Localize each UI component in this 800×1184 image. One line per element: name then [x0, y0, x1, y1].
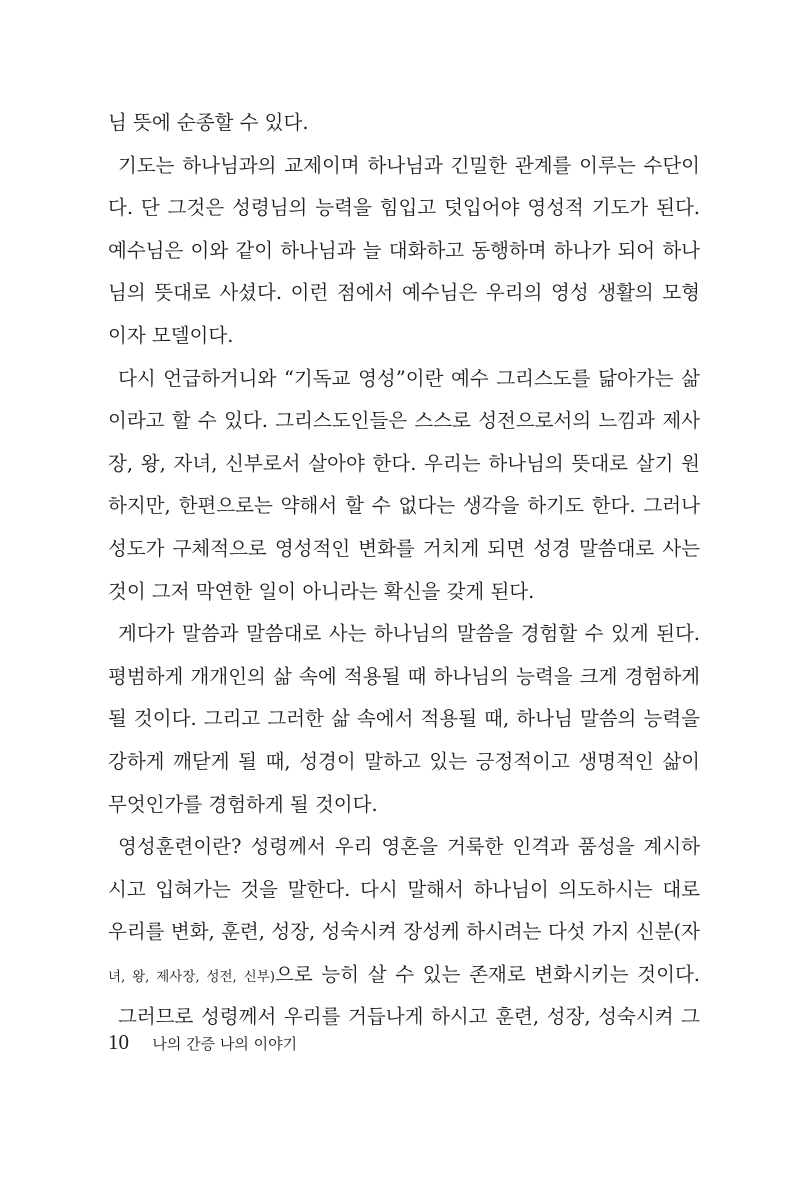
text-line: 님의 뜻대로 사셨다. 이런 점에서 예수님은 우리의 영성 생활의 모형: [108, 281, 700, 305]
text-line: 게다가 말씀과 말씀대로 사는 하나님의 말씀을 경험할 수 있게 된다.: [118, 622, 700, 646]
text-line: 것이 그저 막연한 일이 아니라는 확신을 갖게 된다.: [108, 579, 535, 603]
text-line: [108, 954, 700, 997]
text-line: 우리를 변화, 훈련, 성장, 성숙시켜 장성케 하시려는 다섯 가지 신분(자: [108, 920, 700, 944]
text-line: 장, 왕, 자녀, 신부로서 살아야 한다. 우리는 하나님의 뜻대로 살기 원: [108, 451, 700, 475]
parenthetical-note: 녀, 왕, 제사장, 성전, 신부): [108, 968, 275, 985]
text-line: 하지만, 한편으로는 약해서 할 수 없다는 생각을 하기도 한다. 그러나: [108, 494, 700, 518]
text-line: 기도는 하나님과의 교제이며 하나님과 긴밀한 관계를 이루는 수단이: [118, 153, 700, 177]
text-line: 평범하게 개개인의 삶 속에 적용될 때 하나님의 능력을 크게 경험하게: [108, 664, 700, 688]
text-line: 될 것이다. 그리고 그러한 삶 속에서 적용될 때, 하나님 말씀의 능력을: [108, 707, 700, 731]
text-line: 다시 언급하거니와 “기독교 영성”이란 예수 그리스도를 닮아가는 삶: [118, 366, 700, 390]
page-footer: [108, 1030, 297, 1055]
text-line: 다. 단 그것은 성령님의 능력을 힘입고 덧입어야 영성적 기도가 된다.: [108, 196, 700, 220]
page-number: 10: [108, 1030, 129, 1054]
text-line: 님 뜻에 순종할 수 있다.: [108, 111, 309, 134]
text-line: 무엇인가를 경험하게 될 것이다.: [108, 792, 378, 816]
text-line: 성도가 구체적으로 영성적인 변화를 거치게 되면 성경 말씀대로 사는: [108, 536, 700, 560]
text-line: 그러므로 성령께서 우리를 거듭나게 하시고 훈련, 성장, 성숙시켜 그: [118, 1005, 700, 1029]
body-text: [108, 102, 700, 1039]
text-line: 이자 모델이다.: [108, 323, 234, 347]
text-line: 영성훈련이란? 성령께서 우리 영혼을 거룩한 인격과 품성을 계시하: [118, 835, 700, 859]
text-line: 강하게 깨닫게 될 때, 성경이 말하고 있는 긍정적이고 생명적인 삶이: [108, 749, 700, 773]
text-line: 시고 입혀가는 것을 말한다. 다시 말해서 하나님이 의도하시는 대로: [108, 877, 700, 901]
text-line: 예수님은 이와 같이 하나님과 늘 대화하고 동행하며 하나가 되어 하나: [108, 238, 700, 262]
text-line: 이라고 할 수 있다. 그리스도인들은 스스로 성전으로서의 느낌과 제사: [108, 409, 700, 433]
line-text: 으로 능히 살 수 있는 존재로 변화시키는 것이다.: [274, 962, 700, 986]
running-title: 나의 간증 나의 이야기: [152, 1035, 298, 1053]
